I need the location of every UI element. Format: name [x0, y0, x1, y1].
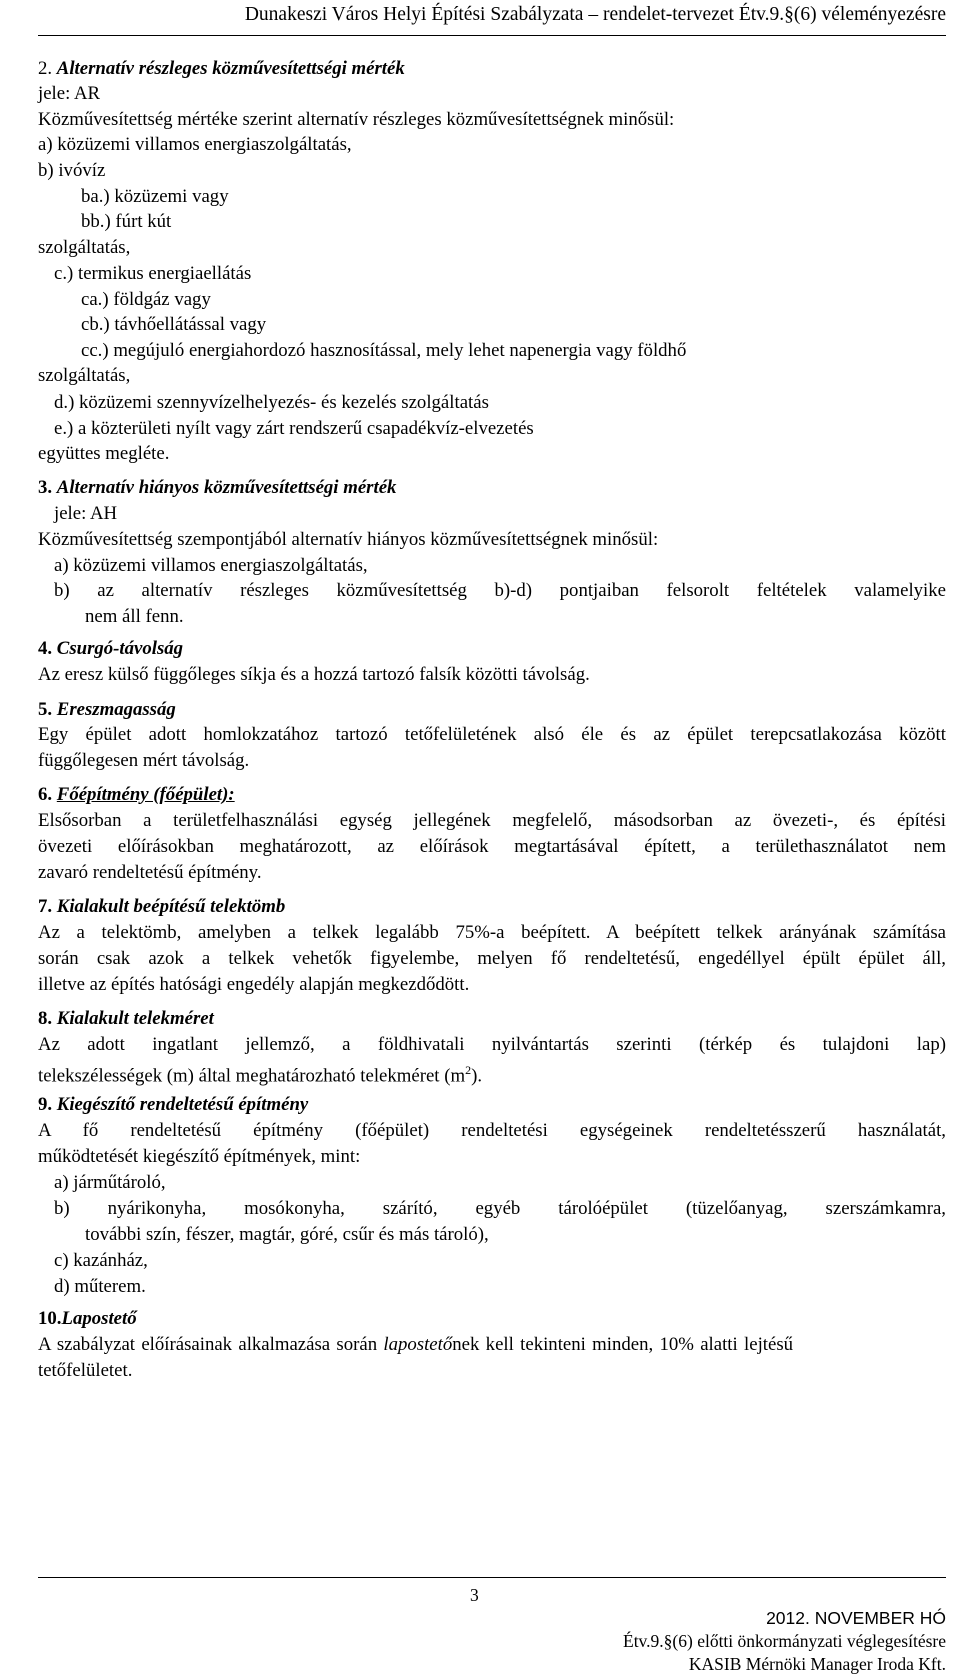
- list-item: a) közüzemi villamos energiaszolgáltatás,: [38, 134, 352, 155]
- section-8-text: [38, 1058, 482, 1088]
- section-2-heading: [38, 56, 405, 81]
- section-6-text: zavaró rendeltetésű építmény.: [38, 862, 262, 883]
- section-8-heading: [38, 1006, 214, 1031]
- list-item-continuation: nem áll fenn.: [85, 606, 184, 627]
- section-4-text: Az eresz külső függőleges síkja és a hozzá tartozó falsík közötti távolság.: [38, 664, 590, 685]
- section-10-text-part: A szabályzat előírásainak alkalmazása során: [38, 1334, 384, 1355]
- list-item: szolgáltatás,: [38, 237, 131, 258]
- section-10-heading: [38, 1306, 137, 1331]
- section-5-heading: [38, 697, 176, 722]
- list-item: c.) termikus energiaellátás: [54, 263, 252, 284]
- section-6-text: övezeti előírásokban meghatározott, az előírások megtartásával épített, a területhasználatot nem: [38, 836, 946, 857]
- section-5-number: 5.: [38, 699, 53, 720]
- list-item: cc.) megújuló energiahordozó hasznosítással, mely lehet napenergia vagy földhő: [81, 340, 687, 361]
- section-7-text: során csak azok a telkek vehetők figyelembe, melyen fő rendeltetésű, engedéllyel épült épület áll,: [38, 948, 946, 969]
- list-item: együttes megléte.: [38, 443, 170, 464]
- section-5-text: függőlegesen mért távolság.: [38, 750, 250, 771]
- list-item: cb.) távhőellátással vagy: [81, 314, 267, 335]
- section-4-number: 4.: [38, 638, 53, 659]
- section-9-text: működtetését kiegészítő építmények, mint:: [38, 1146, 361, 1167]
- section-3-heading: [38, 475, 396, 500]
- section-9-heading: [38, 1092, 308, 1117]
- section-8-text-part: telekszélességek (m) által meghatározható telekméret (m: [38, 1065, 466, 1087]
- section-6-heading: [38, 782, 235, 807]
- footer-status: Étv.9.§(6) előtti önkormányzati véglegesítésre: [623, 1631, 946, 1651]
- section-10-text: tetőfelületet.: [38, 1360, 133, 1381]
- section-8-text: Az adott ingatlant jellemző, a földhivatali nyilvántartás szerinti (térkép és tulajdoni lap): [38, 1034, 946, 1055]
- list-item: a) közüzemi villamos energiaszolgáltatás,: [54, 555, 368, 576]
- list-item: ba.) közüzemi vagy: [81, 186, 229, 207]
- footer-date: 2012. NOVEMBER HÓ: [766, 1608, 946, 1628]
- list-item: bb.) fúrt kút: [81, 211, 172, 232]
- section-6-number: 6.: [38, 784, 53, 805]
- list-item: b) ivóvíz: [38, 160, 106, 181]
- page-number: 3: [470, 1585, 479, 1605]
- section-3-intro: Közművesítettség szempontjából alternatív hiányos közművesítettségnek minősül:: [38, 529, 659, 550]
- section-3-code: jele: AH: [54, 503, 118, 524]
- list-item: d.) közüzemi szennyvízelhelyezés- és kezelés szolgáltatás: [54, 392, 489, 413]
- section-2-intro: Közművesítettség mértéke szerint alternatív részleges közművesítettségnek minősül:: [38, 109, 675, 130]
- footer-rule: [38, 1577, 946, 1578]
- list-item-continuation: további szín, fészer, magtár, góré, csűr és más tároló),: [85, 1224, 489, 1245]
- section-3-number: 3.: [38, 477, 53, 498]
- header-rule: [38, 35, 946, 36]
- section-6-text: Elsősorban a területfelhasználási egység jellegének megfelelő, másodsorban az övezeti-, és építési: [38, 810, 946, 831]
- section-9-text: A fő rendeltetésű építmény (főépület) rendeltetési egységeinek rendeltetésszerű használatát,: [38, 1120, 946, 1141]
- section-2-number: 2.: [38, 58, 53, 79]
- section-10-text-part: nek kell tekinteni minden, 10% alatti lejtésű: [452, 1334, 794, 1355]
- section-5-title: Ereszmagasság: [56, 699, 176, 720]
- section-9-title: Kiegészítő rendeltetésű építmény: [56, 1094, 309, 1115]
- list-item: b) az alternatív részleges közművesítettség b)-d) pontjaiban felsorolt feltételek valamelyike: [54, 580, 946, 601]
- superscript: 2: [465, 1063, 472, 1077]
- section-7-title: Kialakult beépítésű telektömb: [56, 896, 286, 917]
- list-item: a) járműtároló,: [54, 1172, 166, 1193]
- section-10-emphasis: lapostető: [383, 1334, 453, 1355]
- section-7-number: 7.: [38, 896, 53, 917]
- section-2-title: Alternatív részleges közművesítettségi mérték: [56, 58, 405, 79]
- section-4-title: Csurgó-távolság: [56, 638, 184, 659]
- section-10-text: [38, 1332, 793, 1357]
- section-8-text-part: ).: [471, 1065, 483, 1087]
- section-9-number: 9.: [38, 1094, 53, 1115]
- section-2-code: jele: AR: [38, 83, 101, 104]
- section-10-number: 10.: [38, 1308, 62, 1329]
- list-item: d) műterem.: [54, 1276, 146, 1297]
- footer-company: KASIB Mérnöki Manager Iroda Kft.: [688, 1654, 946, 1674]
- section-10-title: Lapostető: [61, 1308, 137, 1329]
- list-item: e.) a közterületi nyílt vagy zárt rendszerű csapadékvíz-elvezetés: [54, 418, 534, 439]
- list-item: szolgáltatás,: [38, 365, 131, 386]
- section-4-heading: [38, 636, 183, 661]
- running-header: Dunakeszi Város Helyi Építési Szabályzata – rendelet-tervezet Étv.9.§(6) véleményezésre: [244, 4, 946, 25]
- section-7-heading: [38, 894, 285, 919]
- section-5-text: Egy épület adott homlokzatához tartozó tetőfelületének alsó éle és az épület terepcsatlakozása között: [38, 724, 946, 745]
- list-item: c) kazánház,: [54, 1250, 148, 1271]
- section-8-title: Kialakult telekméret: [56, 1008, 214, 1029]
- list-item: b) nyárikonyha, mosókonyha, szárító, egyéb tárolóépület (tüzelőanyag, szerszámkamra,: [54, 1198, 946, 1219]
- list-item: ca.) földgáz vagy: [81, 289, 211, 310]
- section-6-title: Főépítmény (főépület):: [56, 784, 235, 805]
- section-7-text: illetve az építés hatósági engedély alapján megkezdődött.: [38, 974, 470, 995]
- section-7-text: Az a telektömb, amelyben a telkek legalább 75%-a beépített. A beépített telkek arányának számítása: [38, 922, 946, 943]
- section-3-title: Alternatív hiányos közművesítettségi mérték: [56, 477, 397, 498]
- section-8-number: 8.: [38, 1008, 53, 1029]
